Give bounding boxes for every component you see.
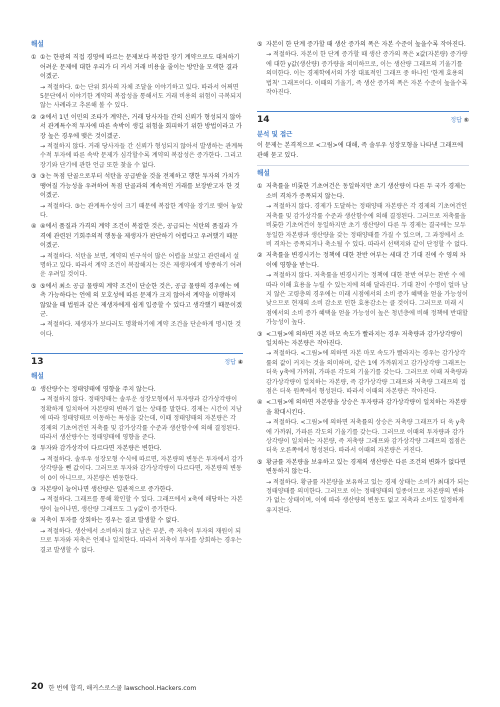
choice-text: ②에서 1년 이민의 조타가 계약은, 거래 당사자들 간의 신뢰가 형성되지 않아서 관계특수적 투자에 따른 속박이 생길 위험을 회피하기 위한 방법이라고 가장 높은 경우에 맺은 것이겠군. xyxy=(40,113,242,140)
left-item-list xyxy=(31,53,243,339)
list-item xyxy=(257,182,469,249)
choice-text: ③는 독점 단골으로부터 석탄을 공급받을 것을 전제하고 행한 투자의 가치가 땡여질 가능성을 우려하여 독점 단골과의 계속적인 거래를 보장받고자 한 것이겠군. xyxy=(40,173,240,200)
choice-text: 저축이 투자를 상회하는 경우는 결코 발생할 수 없다. xyxy=(40,517,180,525)
list-item xyxy=(257,458,469,515)
choice-text: 투자와 감가상각이 다르다면 자본량은 변한다. xyxy=(40,445,162,453)
choice-explanation: → 적절하다. ③는 관계특수성이 크기 때문에 복잡한 계약을 장기로 맺어 놓았다. xyxy=(40,202,243,219)
choice-row xyxy=(31,172,243,200)
choice-row xyxy=(257,182,469,201)
q13-item-list xyxy=(31,385,243,555)
list-item xyxy=(257,40,469,97)
list-item xyxy=(31,113,243,170)
choice-number: ⑤ xyxy=(31,282,37,290)
choice-number: ② xyxy=(31,113,37,121)
choice-row xyxy=(257,251,469,270)
choice-text: <그림>에 의하면 자본량을 상승은 투자량과 감가상각량이 일치하는 자본량을 확대시킨다. xyxy=(266,399,467,416)
choice-explanation: → 적절하다. 생산에서 소비하지 않고 남은 부분, 즉 저축이 투자의 재원이 되므로 투자와 저축은 언제나 일치한다. 따라서 저축이 투자를 상회하는 경우는 결코 발생할 수 없다. xyxy=(40,527,242,554)
list-item xyxy=(31,222,243,279)
list-item xyxy=(257,330,469,397)
choice-number: ④ xyxy=(257,399,263,407)
choice-explanation: → 적절하다. <그림>에 의하면 자본 마모 속도가 빨라지는 경우는 감가상각률의 값이 커지는 것을 의미하며, 같은 1에 가까워지고 감가상각량 그래프는 더욱 y축에 가까워, 가파른 각도의 기울기를 갖는다. 그러므로 이때 저축량과 감가상각량이 일치하는 자본량, 즉 감가상각량 그래프와 저축량 그래프의 접점은 더욱 원쪽에서 형성된다. 따라서 이때의 자본량은 작아진다. xyxy=(266,350,468,395)
choice-row xyxy=(31,222,243,250)
choice-explanation: → 적절하지 않다. 저축률을 변경시키는 정책에 대한 찬반 여부는 찬반 수 에 따라 이해 효용을 누릴 수 있는지에 의해 달라진다. 기대 찬이 수명이 얼마 남지 않은 고령층의 경우에는 미래 시점에서의 소비 증가 혜택을 얻을 가능성이 낮으므로 현재의 소비 감소로 인한 효용감소는 클 것이다. 그러므로 미래 시점에서의 소비 증가 혜택을 얻을 가능성이 높은 청년층에 비해 정책에 반대할 가능성이 높다. xyxy=(266,272,468,327)
choice-row xyxy=(31,444,243,453)
right-top-item-list xyxy=(257,40,469,97)
q14-item-list xyxy=(257,182,469,515)
list-item xyxy=(31,444,243,483)
list-item xyxy=(31,385,243,442)
question-number: 14 xyxy=(257,115,270,126)
choice-number: ① xyxy=(257,183,263,191)
choice-number: ② xyxy=(257,252,263,260)
choice-number: ② xyxy=(31,445,37,453)
choice-row xyxy=(31,485,243,494)
question-number: 13 xyxy=(31,357,44,368)
choice-text: 황금률 자본량을 보유하고 있는 경제의 생산량은 다른 조건의 변화가 없다면 변동하지 않는다. xyxy=(266,458,466,476)
choice-number: ① xyxy=(31,386,37,393)
choice-number: ③ xyxy=(31,173,37,181)
choice-text: 저축률을 변경시키는 정책에 대한 찬반 여부는 세대 간 기대 진에 수 영의 차이에 영향을 받는다. xyxy=(266,252,466,269)
choice-explanation: → 적절하지 않다. 거래 당사자들 간 신뢰가 형성되지 않아서 발생하는 관계특수적 투자에 따른 속박 문제가 심각할수록 계약의 복잡성은 증가한다. 그리고 장기와 단기에 관한 언급 또한 찾을 수 없다. xyxy=(40,143,244,169)
answer-indicator xyxy=(224,358,243,367)
choice-number: ⑤ xyxy=(257,41,263,48)
list-item xyxy=(31,516,243,555)
choice-explanation: → 적절하다. 제생자가 보다러도 명확하기에 계약 조건을 단순하게 명시한 것이다. xyxy=(40,321,242,338)
choice-explanation: → 적절하다. 자본이 한 단계 증가할 때 생산 증가의 폭은 x값(자본량) 증가량에 대한 y값(생산량) 증가량을 의미하므로, 이는 생산량 그래프의 기울기를 의미한다. 이는 경제학에서의 가장 대표적인 그래프 중 하나인 '한계 효용의 법칙' 그래프이다. 이때의 기울기, 즉 생산 증가의 폭은 자본 수준이 높을수록 작아진다. xyxy=(266,51,468,97)
choice-explanation: → 적절하다. <그림>에 의하면 저축률의 상승은 저축량 그래프가 더 욱 y축에 가까워, 가파른 각도의 기울기를 갖는다. 그러므로 이때의 투자량과 감가상각량이 일치하는 자본량, 즉 저축량 그래프와 감가상각량 그래프의 접점은 더욱 오른쪽에서 형성된다. 따라서 이때의 자본량은 커진다. xyxy=(266,419,466,455)
footer-text: 한 번에 합격, 해커스로스쿨 lawschool.Hackers.com xyxy=(48,684,197,692)
answer-label: 정답 xyxy=(224,359,236,367)
question-14-header xyxy=(257,111,469,125)
choice-explanation: → 적절하다. 그래프를 통해 확인할 수 있다. 그래프에서 x축에 해당하는 자본량이 늘어나면, 생산량 그래프도 그 y값이 증가한다. xyxy=(40,496,243,513)
choice-number: ④ xyxy=(31,223,37,231)
page-number: 20 xyxy=(31,682,44,692)
choice-text: ⑤에서 최소 공급 물량의 계약 조건이 단순한 것은, 공급 물량의 경우에는 예측 가능하다는 언에 의 모호성에 따른 문제가 크지 않아서 계약을 이행하지 않았을 때 법원과 같은 제생자에게 쉽게 입증할 수 있다고 생각했기 때문이겠군. xyxy=(40,282,242,318)
explanation-label: 해설 xyxy=(31,371,44,380)
answer-label: 정답 xyxy=(450,117,462,125)
question-13-header xyxy=(31,353,243,367)
list-item xyxy=(31,282,243,339)
choice-explanation: → 적절하지 않다. 경제가 도달하는 정태양태 자본량은 각 경제의 기초여건인 저축률 및 감가상각률 수준과 생산함수에 의해 결정된다. 그러므로 저축률을 비롯한 기초여건이 동일하지만 초기 생산량이 다른 두 경제는 결국에는 모두 동일한 자본량과 생산량을 갖는 정태양태를 가질 수 있으며, 그 과정에서 소비 격차는 증폭되거나 축소될 수 있다. 따라서 선택지와 같이 단정할 수 없다. xyxy=(266,203,468,248)
analysis-label: 분석 및 접근 xyxy=(257,129,293,138)
choice-number: ⑤ xyxy=(257,458,263,466)
choice-explanation: → 적절하다. ①는 단위 회사의 자체 조달을 이야기하고 있다. 따라서 어쩌면 5문단에서 이야기한 계약의 복잡성을 통해서도 거래 비용의 위험이 극복되지 않는 사례라고 추론해 볼 수 있다. xyxy=(40,83,242,110)
list-item xyxy=(257,398,469,455)
list-item xyxy=(257,251,469,327)
explanation-label: 해설 xyxy=(257,169,270,178)
choice-explanation: → 적절하지 않다. 정태양태는 솔루운 성장모형에서 투자량과 감가상각량이 정확하게 일치하여 자본량의 변하기 없는 상태를 말한다. 경제는 시간이 지남에 따라 정태양태로 이동하는 특성을 갖는데, 이때 정태양태의 자본량은 각 경제의 기초여건인 저축률 및 감가상각률 수준과 생산함수에 의해 결정된다. 따라서 생산량수는 정태양태에 영향을 준다. xyxy=(40,396,242,442)
choice-number: ① xyxy=(31,54,37,62)
left-column xyxy=(31,40,243,557)
choice-row xyxy=(31,53,243,81)
list-item xyxy=(31,172,243,220)
choice-text: <그림>에 의하면 자본 마모 속도가 빨라지는 경우 저축량과 감가상각량이 일치하는 자본량은 작아진다. xyxy=(266,330,463,347)
list-item xyxy=(31,485,243,514)
divider xyxy=(257,165,469,166)
explanation-label: 해설 xyxy=(31,40,44,48)
choice-row xyxy=(31,385,243,394)
choice-text: 저축률을 비롯한 기초여건은 동일하지만 초기 생산량이 다른 두 국가 경제는 소비 격차가 증폭되지 않는다. xyxy=(266,183,466,200)
choice-row xyxy=(257,398,469,417)
choice-text: 생산량수는 정태양태에 영향을 주지 않는다. xyxy=(40,386,156,393)
analysis-text: 이 문제는 본격적으로 <그림>에 대해, 즉 솔루우 성장모형을 나타낸 그래프에 관해 묻고 있다. xyxy=(257,142,464,159)
choice-text: ④에서 품질과 가격의 계약 조건이 복잡한 것은, 공급되는 석탄의 품질과 가격에 관련된 기회주의적 행동을 제생자가 판단하기 어렵다고 우려했기 때문이겠군. xyxy=(40,223,238,250)
choice-number: ④ xyxy=(31,517,37,525)
right-column xyxy=(257,40,469,517)
choice-number: ③ xyxy=(31,486,37,494)
choice-number: ③ xyxy=(257,330,263,338)
choice-row xyxy=(257,40,469,49)
choice-explanation: → 적절하다. 황금률 자본량을 보유하고 있는 경제 상태는 소비가 최대가 되는 정태양태를 의미한다. 그러므로 이는 정태양태의 일종이므로 자본량의 변하가 없는 상태이며, 이에 따라 생산량의 변동도 없고 저축과 소비도 일정하게 유지된다. xyxy=(266,478,470,514)
choice-row xyxy=(31,516,243,525)
choice-explanation: → 적절하다. 솔루우 성장모형 수식에 따르면, 자본량의 변동은 투자에서 감가상각량을 뺀 값이다. 그러므로 투자와 감가상각량이 다르다면, 자본량의 변동이 0이 아니므로, 자본량은 변동한다. xyxy=(40,455,244,482)
choice-row xyxy=(31,113,243,141)
list-item xyxy=(31,53,243,110)
answer-value: ④ xyxy=(237,359,243,367)
choice-row xyxy=(257,330,469,349)
answer-value: ⑤ xyxy=(463,117,469,125)
choice-text: 자본량이 늘어나면 생산량은 일관적으로 증가한다. xyxy=(40,486,174,494)
choice-row xyxy=(31,282,243,320)
page-footer xyxy=(31,682,196,692)
choice-text: ①는 한광의 직접 경영에 따르는 문제보다 복잡한 장기 계약으로도 대처하기 어려운 문제에 대한 우리가 더 커서 거래 비용을 줄이는 방안을 모색한 결과이겠군. xyxy=(40,54,240,81)
choice-row xyxy=(257,458,469,477)
choice-text: 자본이 한 단계 증가할 때 생산 증가의 폭은 자본 수준이 높을수록 작아진다. xyxy=(266,41,466,48)
choice-explanation: → 적절하다. 석탄을 보면, 계약의 빈구석이 많은 어렵을 보았고 관련해서 설명하고 있다. 따라서 계약 조건이 복잡해지는 것은 제생자에게 방종하기 어려운 우려일 것이다. xyxy=(40,252,242,279)
answer-indicator xyxy=(450,116,469,125)
